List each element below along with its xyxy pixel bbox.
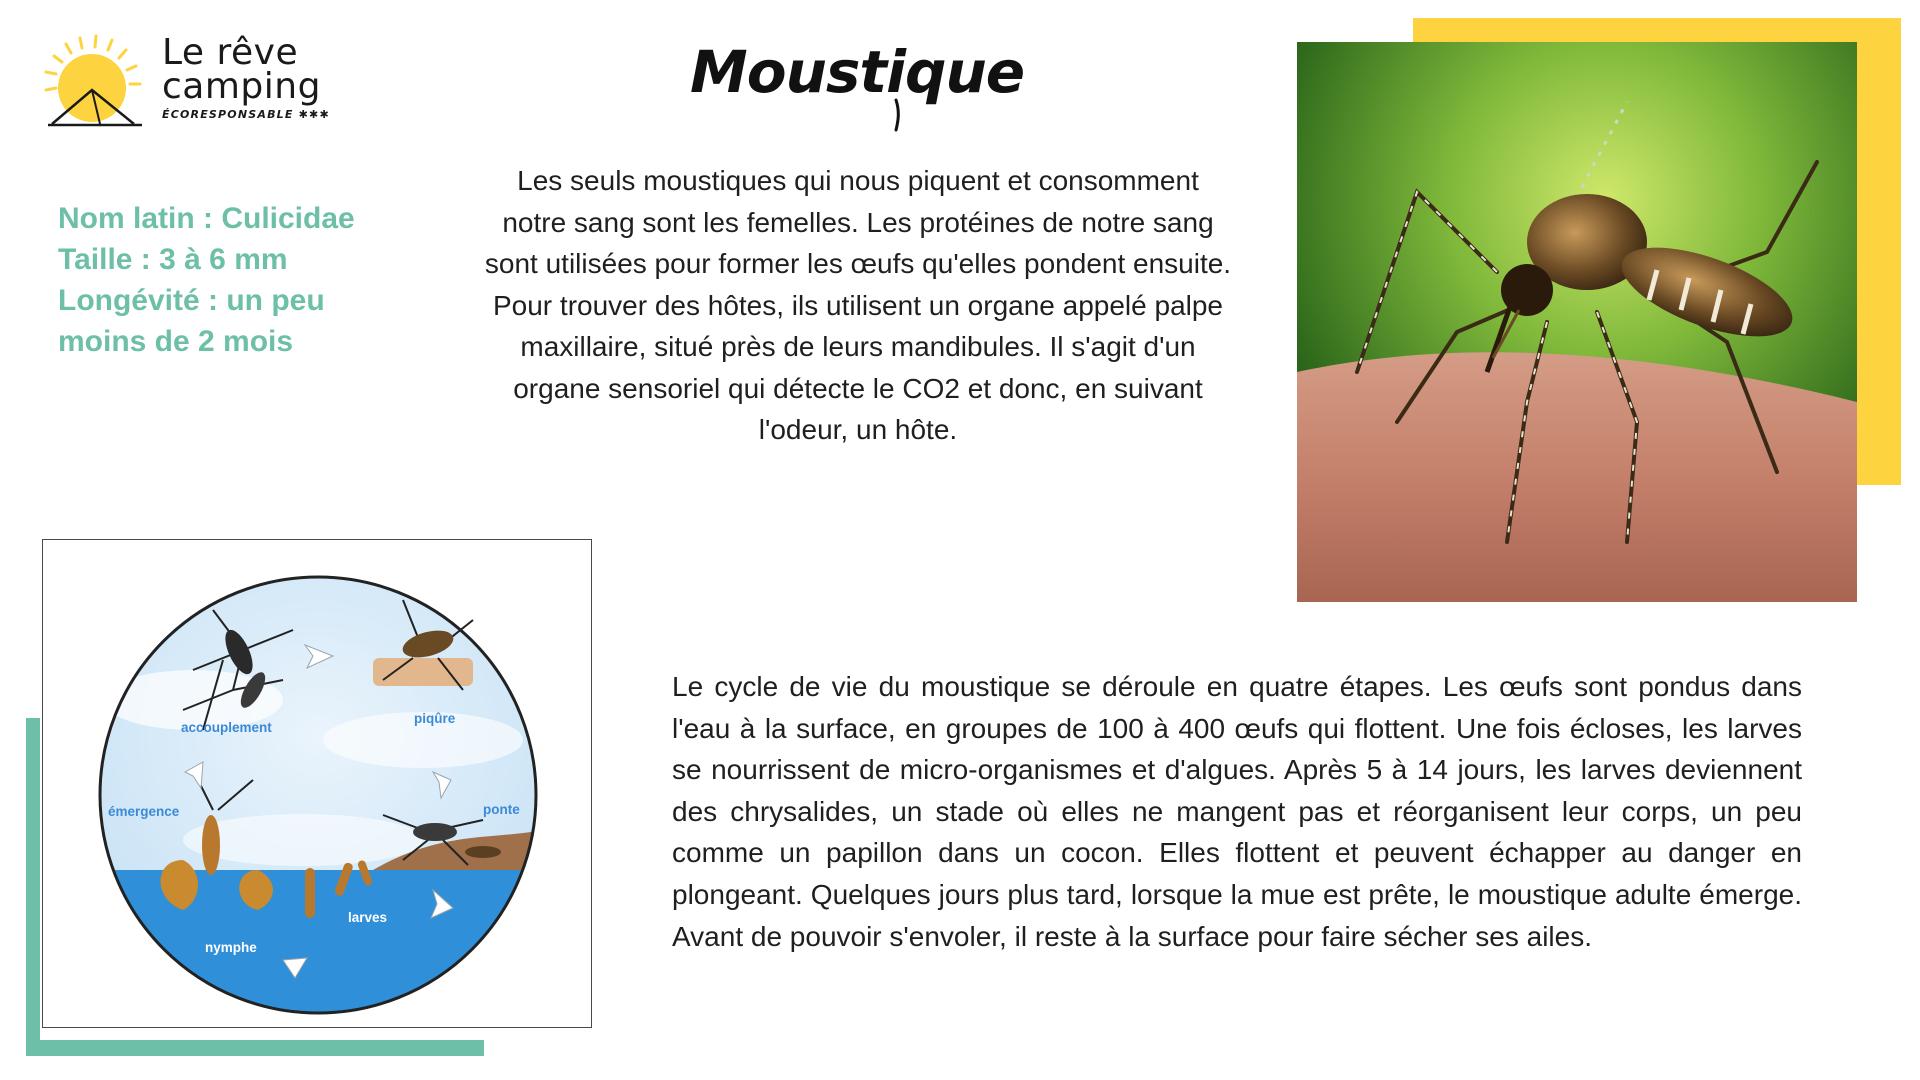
life-cycle-diagram xyxy=(42,539,592,1028)
fact-latin-name: Nom latin : Culicidae xyxy=(58,202,355,235)
label-accouplement: accouplement xyxy=(181,720,272,735)
brand-logo xyxy=(38,28,358,138)
life-cycle-paragraph: Le cycle de vie du moustique se déroule en quatre étapes. Les œufs sont pondus dans l'eau à la surface, en groupes de 100 à 400 œufs qui flottent. Une fois écloses, les larves se nourrissent de micro-organismes et d'algues. Après 5 à 14 jours, les larves deviennent des chrysalides, un stade où elles ne mangent pas et réorganisent leur corps, un peu comme un papillon dans un cocon. Elles flottent et peuvent échapper au danger en plongeant. Quelques jours plus tard, lorsque la mue est prête, le moustique adulte émerge. Avant de pouvoir s'envoler, il reste à la surface pour faire sécher ses ailes. xyxy=(672,671,1802,952)
label-larves: larves xyxy=(348,910,388,925)
label-piqure: piqûre xyxy=(414,711,456,726)
diagram-accent-vertical xyxy=(26,718,40,1056)
diagram-accent-horizontal xyxy=(26,1040,484,1056)
label-nymphe: nymphe xyxy=(205,940,257,955)
label-ponte: ponte xyxy=(483,802,520,817)
title-flourish xyxy=(890,96,930,136)
fact-size: Taille : 3 à 6 mm xyxy=(58,243,288,276)
sun-tent-icon xyxy=(38,28,168,128)
species-facts xyxy=(58,198,388,362)
logo-line-2: camping xyxy=(162,66,321,107)
page-title: Moustique xyxy=(690,38,1025,106)
mosquito-photo xyxy=(1297,42,1857,602)
label-emergence: émergence xyxy=(108,804,180,819)
fact-longevity: Longévité : un peu moins de 2 mois xyxy=(58,284,325,358)
skin-patch-icon xyxy=(373,658,473,686)
logo-line-1: Le rêve xyxy=(162,32,299,73)
intro-paragraph: Les seuls moustiques qui nous piquent et consomment notre sang sont les femelles. Les protéines de notre sang sont utilisées pour former les œufs qu'elles pondent ensuite. Pour trouver des hôtes, ils utilisent un organe appelé palpe maxillaire, situé près de leurs mandibules. Il s'agit d'un organe sensoriel qui détecte le CO2 et donc, en suivant l'odeur, un hôte. xyxy=(484,165,1232,445)
logo-subtitle: ÉCORESPONSABLE ✱✱✱ xyxy=(162,108,330,121)
